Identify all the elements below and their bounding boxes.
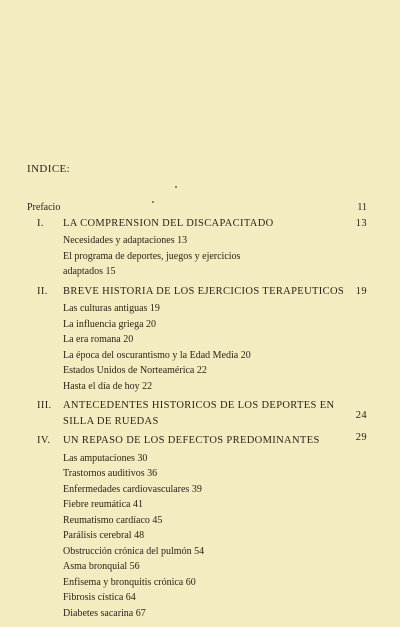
- toc-chapter-continued: [27, 409, 367, 430]
- toc-item-text: Enfisema y bronquitis crónica 60: [63, 576, 196, 588]
- toc-item-text: Estados Unidos de Norteamérica 22: [63, 365, 207, 376]
- toc-item: [27, 379, 367, 395]
- toc-item-text: Las culturas antiguas 19: [63, 303, 160, 314]
- toc-item: [27, 528, 367, 544]
- toc-item-text: adaptados 15: [63, 266, 116, 277]
- toc-item-text: Las amputaciones 30: [63, 452, 148, 464]
- toc-item: [27, 332, 367, 348]
- toc-item: [27, 559, 367, 575]
- ink-speck: [175, 186, 177, 188]
- chapter-number: IV.: [37, 435, 51, 446]
- toc-item-text: Obstrucción crónica del pulmón 54: [63, 545, 205, 557]
- chapter-number: II.: [37, 285, 48, 297]
- chapter-title: LA COMPRENSION DEL DISCAPACITADO: [63, 217, 274, 229]
- toc-item-text: Fibrosis cística 64: [63, 592, 136, 603]
- toc-item-text: La influencia griega 20: [63, 318, 157, 330]
- preface-label: Prefacio: [27, 202, 61, 213]
- toc-item: [27, 249, 367, 265]
- chapter-page: 19: [355, 285, 367, 297]
- toc-item-text: La era romana 20: [63, 334, 134, 345]
- toc-item-text: Enfermedades cardiovasculares 39: [63, 483, 202, 495]
- preface-page: 11: [357, 202, 367, 213]
- toc-item: [27, 317, 367, 333]
- toc-item-text: Parálisis cerebral 48: [63, 530, 145, 541]
- toc-item: [27, 497, 367, 513]
- toc-item: [27, 301, 367, 317]
- chapter-number: III.: [37, 400, 52, 411]
- toc-item: [27, 606, 367, 622]
- toc-item-text: La época del oscurantismo y la Edad Media 20: [63, 349, 251, 361]
- toc-item-text: El programa de deportes, juegos y ejercicios: [63, 250, 241, 262]
- toc-item: [27, 544, 367, 560]
- chapter-number: I.: [37, 217, 44, 229]
- chapter-page: 24: [355, 409, 367, 421]
- toc-item: [27, 451, 367, 467]
- chapter-page: 29: [355, 432, 367, 443]
- toc-item-text: Trastornos auditivos 36: [63, 468, 158, 479]
- toc-item-text: Asma bronquial 56: [63, 561, 140, 572]
- toc-chapter: [27, 398, 367, 414]
- toc-item-text: Diabetes sacarina 67: [63, 607, 146, 619]
- chapter-title: UN REPASO DE LOS DEFECTOS PREDOMINANTES: [63, 435, 320, 446]
- toc-item: [27, 348, 367, 364]
- chapter-title: BREVE HISTORIA DE LOS EJERCICIOS TERAPEUTICOS: [63, 285, 345, 297]
- toc-preface: [27, 200, 367, 216]
- table-of-contents: [27, 200, 367, 621]
- toc-item: [27, 513, 367, 529]
- toc-item: [27, 466, 367, 482]
- toc-item-text: Fiebre reumática 41: [63, 499, 143, 510]
- chapter-title: ANTECEDENTES HISTORICOS DE LOS DEPORTES EN: [63, 400, 335, 411]
- toc-item: [27, 363, 367, 379]
- toc-item: [27, 575, 367, 591]
- toc-item: [27, 482, 367, 498]
- index-heading: INDICE:: [27, 163, 71, 175]
- toc-item: [27, 233, 367, 249]
- toc-item: [27, 590, 367, 606]
- chapter-page: 13: [355, 217, 367, 229]
- toc-item-text: Reumatismo cardíaco 45: [63, 514, 163, 526]
- toc-chapter: [27, 433, 367, 449]
- toc-item: [27, 264, 367, 280]
- toc-chapter: [27, 216, 367, 232]
- toc-chapter: [27, 284, 367, 300]
- toc-item-text: Hasta el día de hoy 22: [63, 380, 153, 392]
- toc-item-text: Necesidades y adaptaciones 13: [63, 235, 188, 246]
- chapter-title-line2: SILLA DE RUEDAS: [63, 415, 159, 427]
